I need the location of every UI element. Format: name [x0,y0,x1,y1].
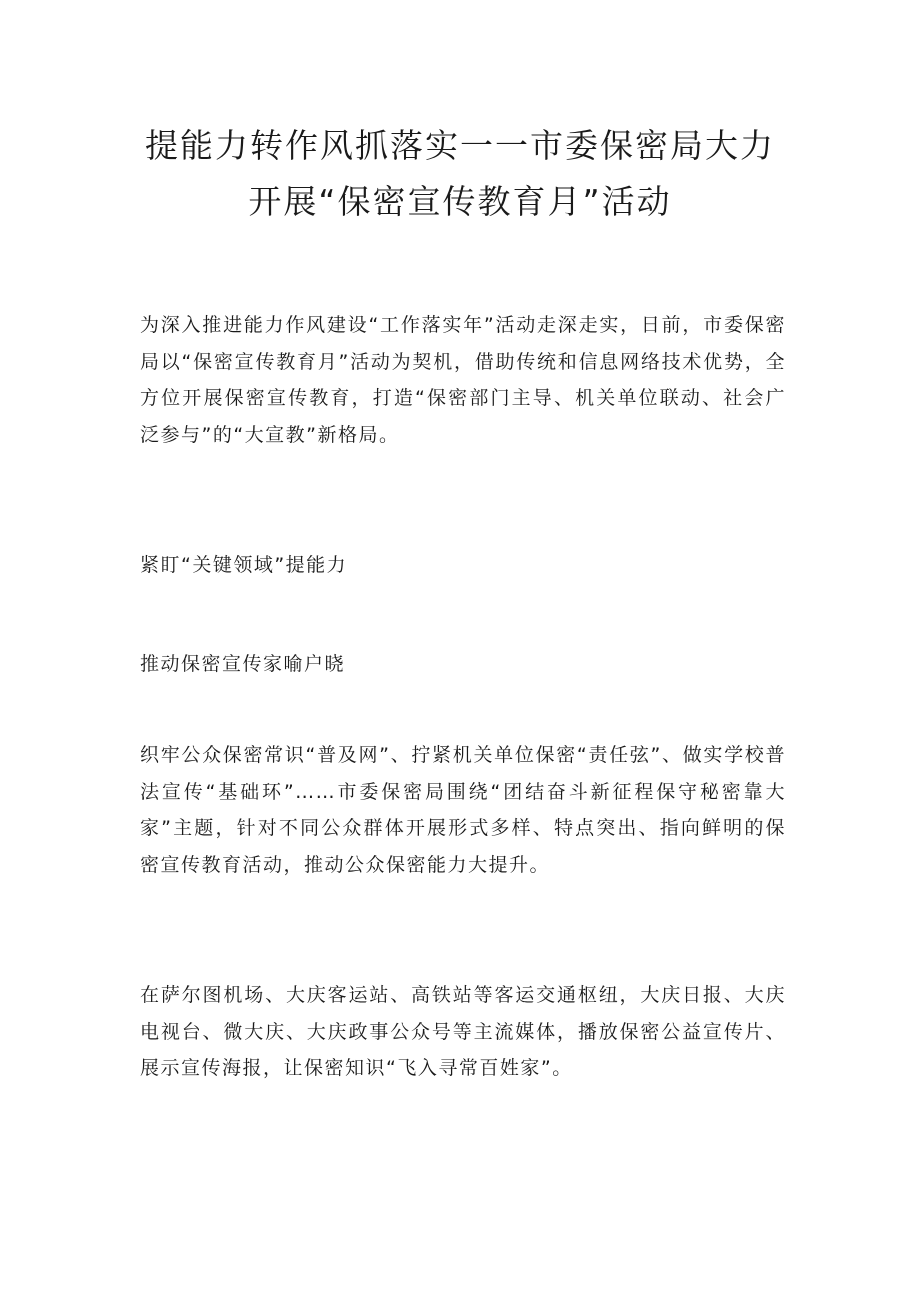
title-line-1: 提能力转作风抓落实一一市委保密局大力 [145,126,775,165]
body-paragraph-2: 在萨尔图机场、大庆客运站、高铁站等客运交通枢纽，大庆日报、大庆电视台、微大庆、大庆政事公众号等主流媒体，播放保密公益宣传片、展示宣传海报，让保密知识“飞入寻常百姓家”。 [140,984,786,1079]
body-paragraph-1: 织牢公众保密常识“普及网”、拧紧机关单位保密“责任弦”、做实学校普法宣传“基础环”……市委保密局围绕“团结奋斗新征程保守秘密靠大家”主题，针对不同公众群体开展形式多样、特点突出、指向鲜明的保密宣传教育活动，推动公众保密能力大提升。 [140,744,786,876]
document-title [120,118,800,230]
section-heading-2: 推动保密宣传家喻户晓 [140,653,346,675]
section-heading-1: 紧盯“关键领域”提能力 [140,554,348,576]
title-line-2: 开展“保密宣传教育月”活动 [248,182,672,221]
intro-paragraph: 为深入推进能力作风建设“工作落实年”活动走深走实，日前，市委保密局以“保密宣传教育月”活动为契机，借助传统和信息网络技术优势，全方位开展保密宣传教育，打造“保密部门主导、机关单位联动、社会广泛参与”的“大宣教”新格局。 [140,314,786,446]
